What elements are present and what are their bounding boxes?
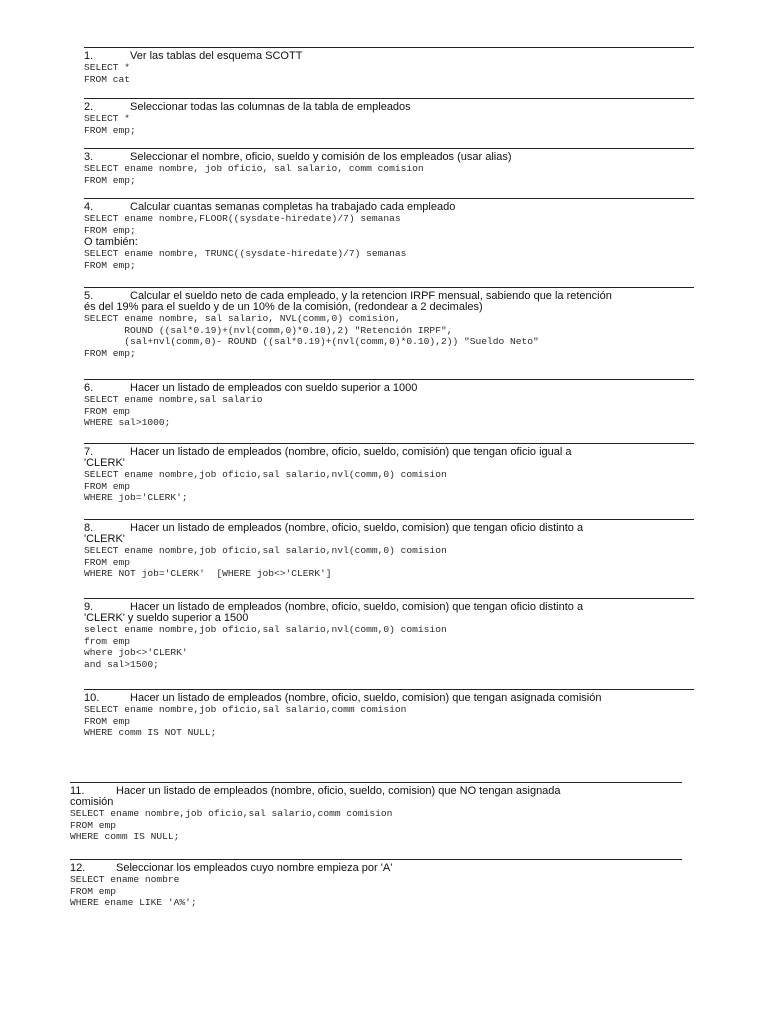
exercise-title: Ver las tablas del esquema SCOTT bbox=[130, 50, 303, 62]
exercise-title: Hacer un listado de empleados (nombre, oficio, sueldo, comision) que NO tengan asignada bbox=[116, 785, 561, 797]
exercise-heading bbox=[84, 291, 694, 313]
exercise-number: 9. bbox=[84, 601, 94, 613]
exercise-6 bbox=[84, 379, 694, 429]
exercise-number: 11. bbox=[70, 785, 85, 797]
exercise-number: 4. bbox=[84, 201, 94, 213]
exercise-title: Seleccionar todas las columnas de la tabla de empleados bbox=[130, 101, 411, 113]
exercise-number: 1. bbox=[84, 50, 94, 62]
sql-code: SELECT ename nombre,sal salario FROM emp WHERE sal>1000; bbox=[84, 394, 263, 429]
section-rule bbox=[84, 198, 694, 199]
section-rule bbox=[84, 148, 694, 149]
exercise-title-continued: comisión bbox=[70, 796, 114, 808]
exercise-heading bbox=[84, 202, 694, 213]
exercise-title: Seleccionar los empleados cuyo nombre empieza por 'A' bbox=[116, 862, 393, 874]
section-rule bbox=[84, 287, 694, 288]
exercise-2 bbox=[84, 98, 694, 136]
sql-code: SELECT ename nombre,job oficio,sal salario,comm comision FROM emp WHERE comm IS NOT NULL; bbox=[84, 704, 407, 739]
sql-code: select ename nombre,job oficio,sal salario,nvl(comm,0) comision from emp where job<>'CLERK' and sal>1500; bbox=[84, 624, 447, 670]
exercise-title: Calcular el sueldo neto de cada empleado, y la retencion IRPF mensual, sabiendo que la retención bbox=[130, 290, 612, 302]
sql-code: SELECT ename nombre,job oficio,sal salario,comm comision FROM emp WHERE comm IS NULL; bbox=[70, 808, 393, 843]
exercise-12 bbox=[70, 859, 682, 909]
exercise-number: 12. bbox=[70, 862, 86, 874]
exercise-title: Hacer un listado de empleados con sueldo superior a 1000 bbox=[130, 382, 418, 394]
exercise-heading bbox=[84, 51, 694, 62]
exercise-title-continued: 'CLERK' y sueldo superior a 1500 bbox=[84, 612, 249, 624]
exercise-title: Hacer un listado de empleados (nombre, oficio, sueldo, comision) que tengan oficio distinto a bbox=[130, 522, 584, 534]
exercise-5 bbox=[84, 287, 694, 359]
section-rule bbox=[84, 598, 694, 599]
exercise-title: Hacer un listado de empleados (nombre, oficio, sueldo, comision) que tengan asignada comisión bbox=[130, 692, 602, 704]
exercise-7 bbox=[84, 443, 694, 504]
sql-code: SELECT ename nombre,FLOOR((sysdate-hiredate)/7) semanas FROM emp; bbox=[84, 213, 401, 236]
exercise-number: 6. bbox=[84, 382, 94, 394]
exercise-heading bbox=[70, 786, 682, 808]
exercise-number: 2. bbox=[84, 101, 94, 113]
exercise-number: 3. bbox=[84, 151, 94, 163]
section-rule bbox=[84, 443, 694, 444]
exercise-heading bbox=[84, 102, 694, 113]
section-rule bbox=[84, 379, 694, 380]
sql-code: SELECT * FROM emp; bbox=[84, 113, 136, 136]
exercise-number: 7. bbox=[84, 446, 94, 458]
exercise-10 bbox=[84, 689, 694, 739]
exercise-heading bbox=[84, 693, 694, 704]
exercise-heading bbox=[84, 152, 694, 163]
sql-code: SELECT ename nombre,job oficio,sal salario,nvl(comm,0) comision FROM emp WHERE NOT job='CLERK' [WHERE job<>'CLERK'] bbox=[84, 545, 447, 580]
sql-code: SELECT ename nombre, job oficio, sal salario, comm comision FROM emp; bbox=[84, 163, 424, 186]
section-rule bbox=[70, 859, 682, 860]
exercise-number: 5. bbox=[84, 290, 94, 302]
exercise-heading bbox=[70, 863, 682, 874]
exercise-8 bbox=[84, 519, 694, 580]
exercise-title: Seleccionar el nombre, oficio, sueldo y comisión de los empleados (usar alias) bbox=[130, 151, 512, 163]
exercise-heading bbox=[84, 383, 694, 394]
exercise-4 bbox=[84, 198, 694, 271]
exercise-title-continued: 'CLERK' bbox=[84, 533, 125, 545]
exercise-1 bbox=[84, 47, 694, 85]
alternative-label: O también: bbox=[84, 236, 138, 249]
sql-code: SELECT ename nombre,job oficio,sal salario,nvl(comm,0) comision FROM emp WHERE job='CLERK'; bbox=[84, 469, 447, 504]
sql-code: SELECT ename nombre, sal salario, NVL(comm,0) comision, ROUND ((sal*0.19)+(nvl(comm,0)*0.10),2) "Retención IRPF", (sal+nvl(comm,0)- ROUND ((sal*0.19)+(nvl(comm,0)*0.10),2)) "Sueldo Neto" FROM emp; bbox=[84, 313, 539, 359]
exercise-title: Hacer un listado de empleados (nombre, oficio, sueldo, comision) que tengan oficio distinto a bbox=[130, 601, 584, 613]
exercise-heading bbox=[84, 602, 694, 624]
exercise-heading bbox=[84, 447, 694, 469]
section-rule bbox=[84, 98, 694, 99]
section-rule bbox=[84, 689, 694, 690]
exercise-9 bbox=[84, 598, 694, 670]
exercise-3 bbox=[84, 148, 694, 186]
section-rule bbox=[84, 519, 694, 520]
section-rule bbox=[70, 782, 682, 783]
exercise-11 bbox=[70, 782, 682, 843]
exercise-title: Hacer un listado de empleados (nombre, oficio, sueldo, comisión) que tengan oficio igual a bbox=[130, 446, 572, 458]
exercise-title: Calcular cuantas semanas completas ha trabajado cada empleado bbox=[130, 201, 456, 213]
exercise-heading bbox=[84, 523, 694, 545]
exercise-number: 10. bbox=[84, 692, 100, 704]
section-rule bbox=[84, 47, 694, 48]
exercise-number: 8. bbox=[84, 522, 94, 534]
sql-code: SELECT * FROM cat bbox=[84, 62, 131, 85]
exercise-title-continued: és del 19% para el sueldo y de un 10% de la comisión, (redondear a 2 decimales) bbox=[84, 301, 483, 313]
exercise-title-continued: 'CLERK' bbox=[84, 457, 125, 469]
sql-code: SELECT ename nombre FROM emp WHERE ename LIKE 'A%'; bbox=[70, 874, 197, 909]
sql-code-alternative: SELECT ename nombre, TRUNC((sysdate-hiredate)/7) semanas FROM emp; bbox=[84, 248, 407, 271]
